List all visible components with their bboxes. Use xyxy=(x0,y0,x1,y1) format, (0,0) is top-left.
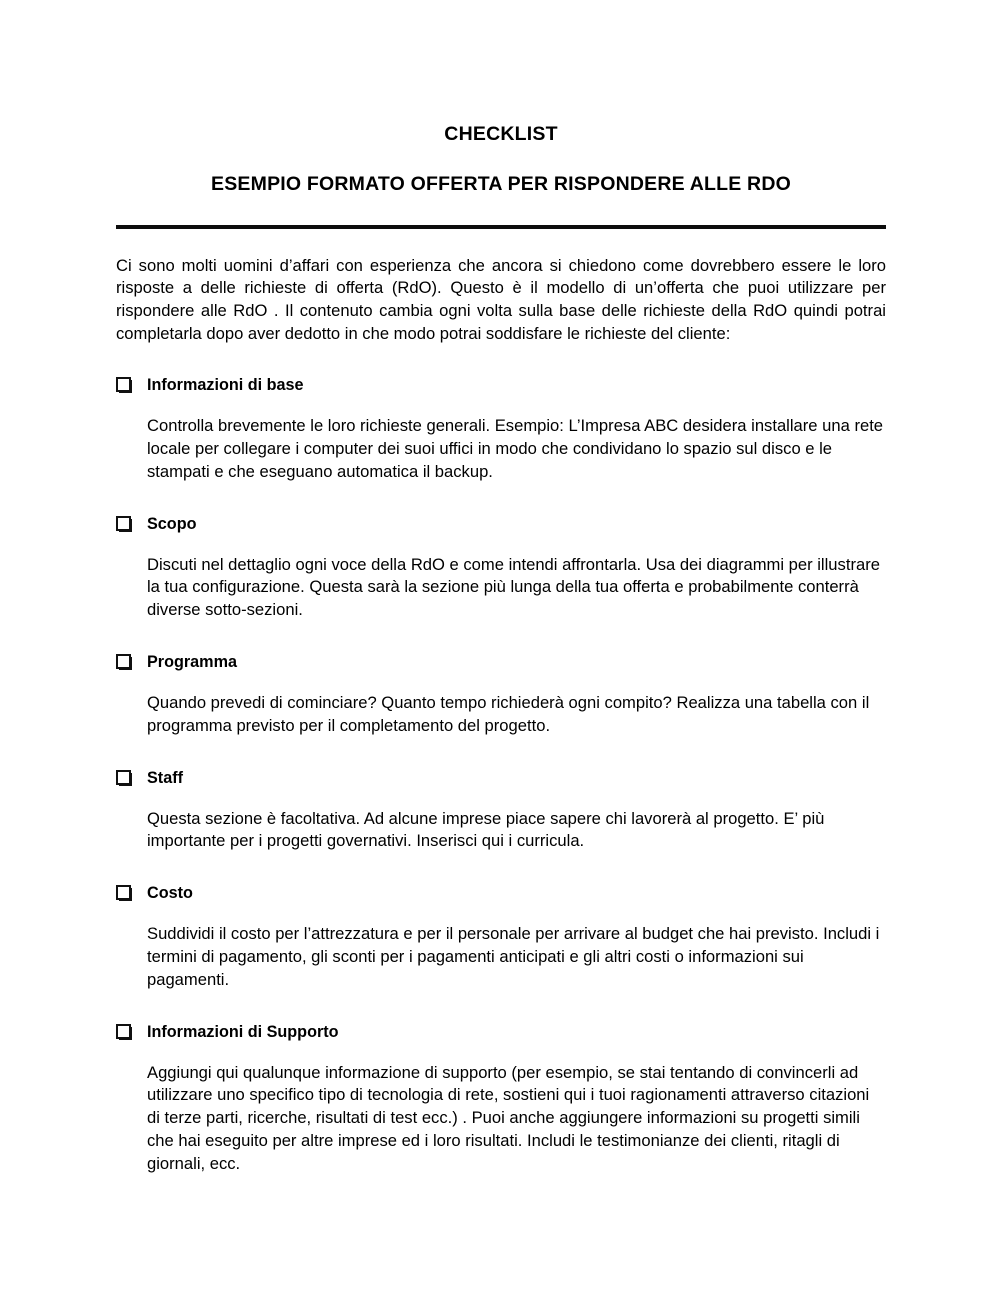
page-title: CHECKLIST xyxy=(444,123,558,145)
page-subtitle: ESEMPIO FORMATO OFFERTA PER RISPONDERE ALLE RDO xyxy=(211,173,791,196)
section-title: Informazioni di base xyxy=(147,376,304,395)
checkbox-empty-icon[interactable] xyxy=(116,885,131,900)
checklist-section xyxy=(116,375,886,483)
section-heading-row xyxy=(116,883,886,903)
section-heading-row xyxy=(116,652,886,672)
section-title: Programma xyxy=(147,652,237,671)
section-heading-row xyxy=(116,1022,886,1042)
section-body: Controlla brevemente le loro richieste generali. Esempio: L’Impresa ABC desidera installare una rete locale per collegare i computer dei suoi uffici in modo che condividano lo spazio sul disco e le stampati e che eseguano automatica il backup. xyxy=(147,416,884,481)
checklist-section xyxy=(116,652,886,738)
section-title: Informazioni di Supporto xyxy=(147,1022,339,1041)
checkbox-empty-icon[interactable] xyxy=(116,377,131,392)
section-body: Questa sezione è facoltativa. Ad alcune imprese piace sapere chi lavorerà al progetto. E’ più importante per i progetti governativi. Inserisci qui i curricula. xyxy=(147,808,825,851)
checkbox-empty-icon[interactable] xyxy=(116,770,131,785)
section-heading-row xyxy=(116,514,886,534)
checklist-section xyxy=(116,883,886,991)
section-title: Scopo xyxy=(147,514,197,533)
section-title: Costo xyxy=(147,884,193,903)
section-body: Suddividi il costo per l’attrezzatura e per il personale per arrivare al budget che hai previsto. Includi i termini di pagamento, gli sconti per i pagamenti anticipati e gli altri costi o informazioni sui pagamenti. xyxy=(147,924,880,989)
document-content xyxy=(116,0,886,1176)
checklist-section xyxy=(116,1022,886,1176)
section-heading-row xyxy=(116,768,886,788)
intro-paragraph: Ci sono molti uomini d’affari con esperienza che ancora si chiedono come dovrebbero essere le loro risposte a delle richieste di offerta (RdO). Questo è il modello di un’offerta che puoi utilizzare per rispondere alle RdO . Il contenuto cambia ogni volta sulla base delle richieste della RdO quindi potrai completarla dopo aver dedotto in che modo potrai soddisfare le richieste del cliente: xyxy=(116,255,886,343)
checkbox-empty-icon[interactable] xyxy=(116,1024,131,1039)
header-divider xyxy=(116,225,886,229)
section-body: Aggiungi qui qualunque informazione di supporto (per esempio, se stai tentando di convincerli ad utilizzare uno specifico tipo di tecnologia di rete, sostieni qui i tuoi ragionamenti attraverso citazioni di terze parti, ricerche, risultati di test ecc.) . Puoi anche aggiungere informazioni su progetti simili che hai eseguito per altre imprese ed i loro risultati. Includi le testimonianze dei clienti, ritagli di giornali, ecc. xyxy=(147,1062,870,1173)
section-title: Staff xyxy=(147,768,183,787)
checklist-section xyxy=(116,514,886,622)
checkbox-empty-icon[interactable] xyxy=(116,654,131,669)
section-heading-row xyxy=(116,375,886,395)
section-body: Quando prevedi di cominciare? Quanto tempo richiederà ogni compito? Realizza una tabella con il programma previsto per il completamento del progetto. xyxy=(147,692,870,735)
checkbox-empty-icon[interactable] xyxy=(116,516,131,531)
section-body: Discuti nel dettaglio ogni voce della RdO e come intendi affrontarla. Usa dei diagrammi per illustrare la tua configurazione. Questa sarà la sezione più lunga della tua offerta e probabilmente conterrà diverse sotto-sezioni. xyxy=(147,554,880,620)
checklist-section xyxy=(116,768,886,854)
